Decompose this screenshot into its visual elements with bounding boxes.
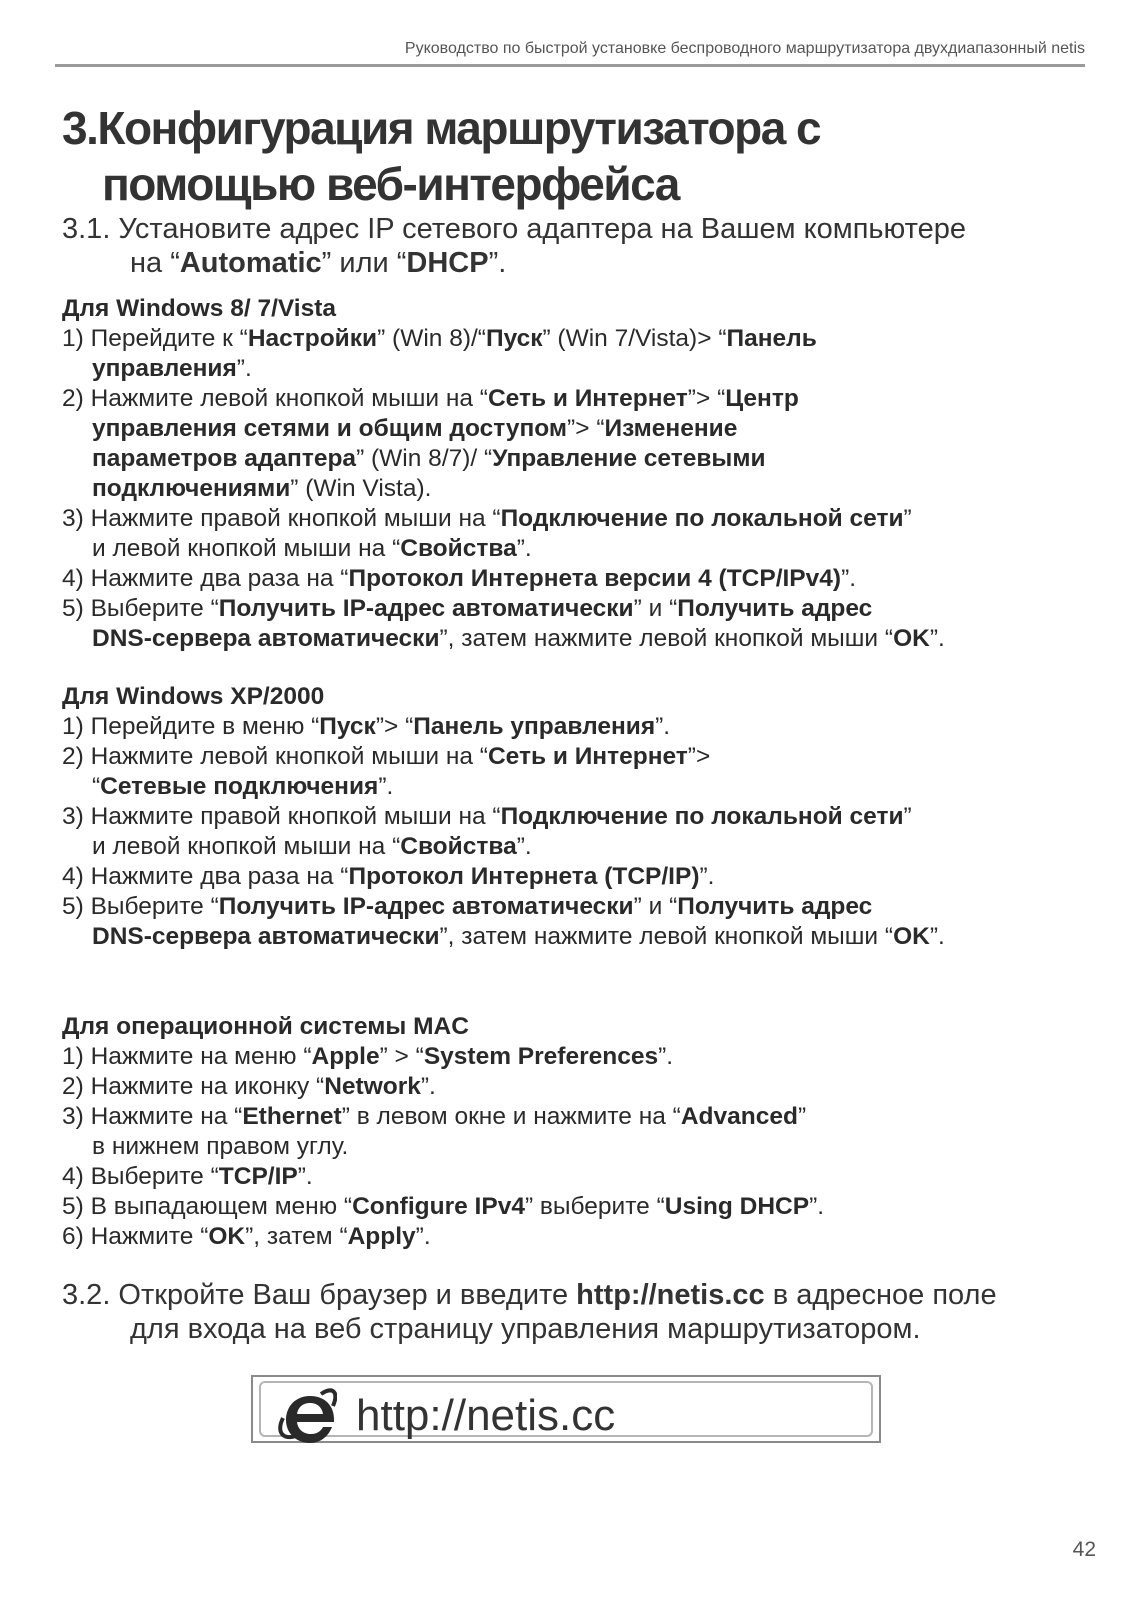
list-item: 5) Выберите “Получить IP-адрес автоматически” и “Получить адрес DNS-сервера автоматически”, затем нажмите левой кнопкой мыши “OK”. bbox=[62, 893, 945, 950]
windows-xp-heading: Для Windows XP/2000 bbox=[62, 683, 325, 710]
step-3-1 bbox=[62, 212, 1122, 280]
list-item: 2) Нажмите на иконку “Network”. bbox=[62, 1073, 436, 1100]
list-item: 3) Нажмите правой кнопкой мыши на “Подключение по локальной сети” и левой кнопкой мыши на “Свойства”. bbox=[62, 803, 912, 860]
step-3-1-text: 3.1. Установите адрес IP сетевого адаптера на Вашем компьютере bbox=[62, 213, 966, 245]
chapter-title bbox=[62, 100, 1082, 212]
step-3-1-cont: на “Automatic” или “DHCP”. bbox=[130, 247, 507, 279]
address-bar-inner bbox=[259, 1381, 873, 1440]
mac-heading: Для операционной системы MAC bbox=[62, 1013, 469, 1040]
list-item: 1) Перейдите к “Настройки” (Win 8)/“Пуск” (Win 7/Vista)> “Панель управления”. bbox=[62, 325, 817, 382]
step-3-2: 3.2. Откройте Ваш браузер и введите http://netis.cc в адресное поле для входа на веб страницу управления маршрутизатором. bbox=[62, 1278, 1122, 1346]
list-item: 4) Нажмите два раза на “Протокол Интернета версии 4 (TCP/IPv4)”. bbox=[62, 565, 857, 592]
list-item: 3) Нажмите правой кнопкой мыши на “Подключение по локальной сети” и левой кнопкой мыши на “Свойства”. bbox=[62, 505, 912, 562]
list-item: 5) В выпадающем меню “Configure IPv4” выберите “Using DHCP”. bbox=[62, 1193, 825, 1220]
windows-8-section bbox=[62, 294, 1122, 654]
list-item: 5) Выберите “Получить IP-адрес автоматически” и “Получить адрес DNS-сервера автоматически”, затем нажмите левой кнопкой мыши “OK”. bbox=[62, 595, 945, 652]
list-item: 1) Перейдите в меню “Пуск”> “Панель управления”. bbox=[62, 713, 671, 740]
ie-icon bbox=[277, 1386, 337, 1446]
list-item: 4) Выберите “TCP/IP”. bbox=[62, 1163, 313, 1190]
header-rule bbox=[55, 64, 1085, 67]
page-number: 42 bbox=[1072, 1538, 1096, 1561]
chapter-title-line2: помощью веб-интерфейса bbox=[102, 158, 679, 210]
chapter-title-line1: 3.Конфигурация маршрутизатора с bbox=[62, 102, 821, 154]
running-header: Руководство по быстрой установке беспроводного маршрутизатора двухдиапазонный netis bbox=[404, 40, 1085, 57]
list-item: 2) Нажмите левой кнопкой мыши на “Сеть и Интернет”> “Центр управления сетями и общим доступом”> “Изменение параметров адаптера” (Win 8/7)/ “Управление сетевыми подключениями” (Win Vista). bbox=[62, 385, 799, 502]
list-item: 4) Нажмите два раза на “Протокол Интернета (TCP/IP)”. bbox=[62, 863, 715, 890]
windows-8-heading: Для Windows 8/ 7/Vista bbox=[62, 295, 337, 322]
address-bar-illustration bbox=[251, 1375, 881, 1443]
mac-section bbox=[62, 1012, 1122, 1252]
list-item: 2) Нажмите левой кнопкой мыши на “Сеть и Интернет”> “Сетевые подключения”. bbox=[62, 743, 711, 800]
list-item: 1) Нажмите на меню “Apple” > “System Preferences”. bbox=[62, 1043, 674, 1070]
step-3-2-cont: для входа на веб страницу управления маршрутизатором. bbox=[130, 1313, 921, 1345]
router-url: http://netis.cc bbox=[576, 1279, 765, 1311]
list-item: 6) Нажмите “OK”, затем “Apply”. bbox=[62, 1223, 431, 1250]
list-item: 3) Нажмите на “Ethernet” в левом окне и нажмите на “Advanced” в нижнем правом углу. bbox=[62, 1103, 807, 1160]
windows-xp-section bbox=[62, 682, 1122, 952]
url-text: http://netis.cc bbox=[356, 1391, 616, 1440]
